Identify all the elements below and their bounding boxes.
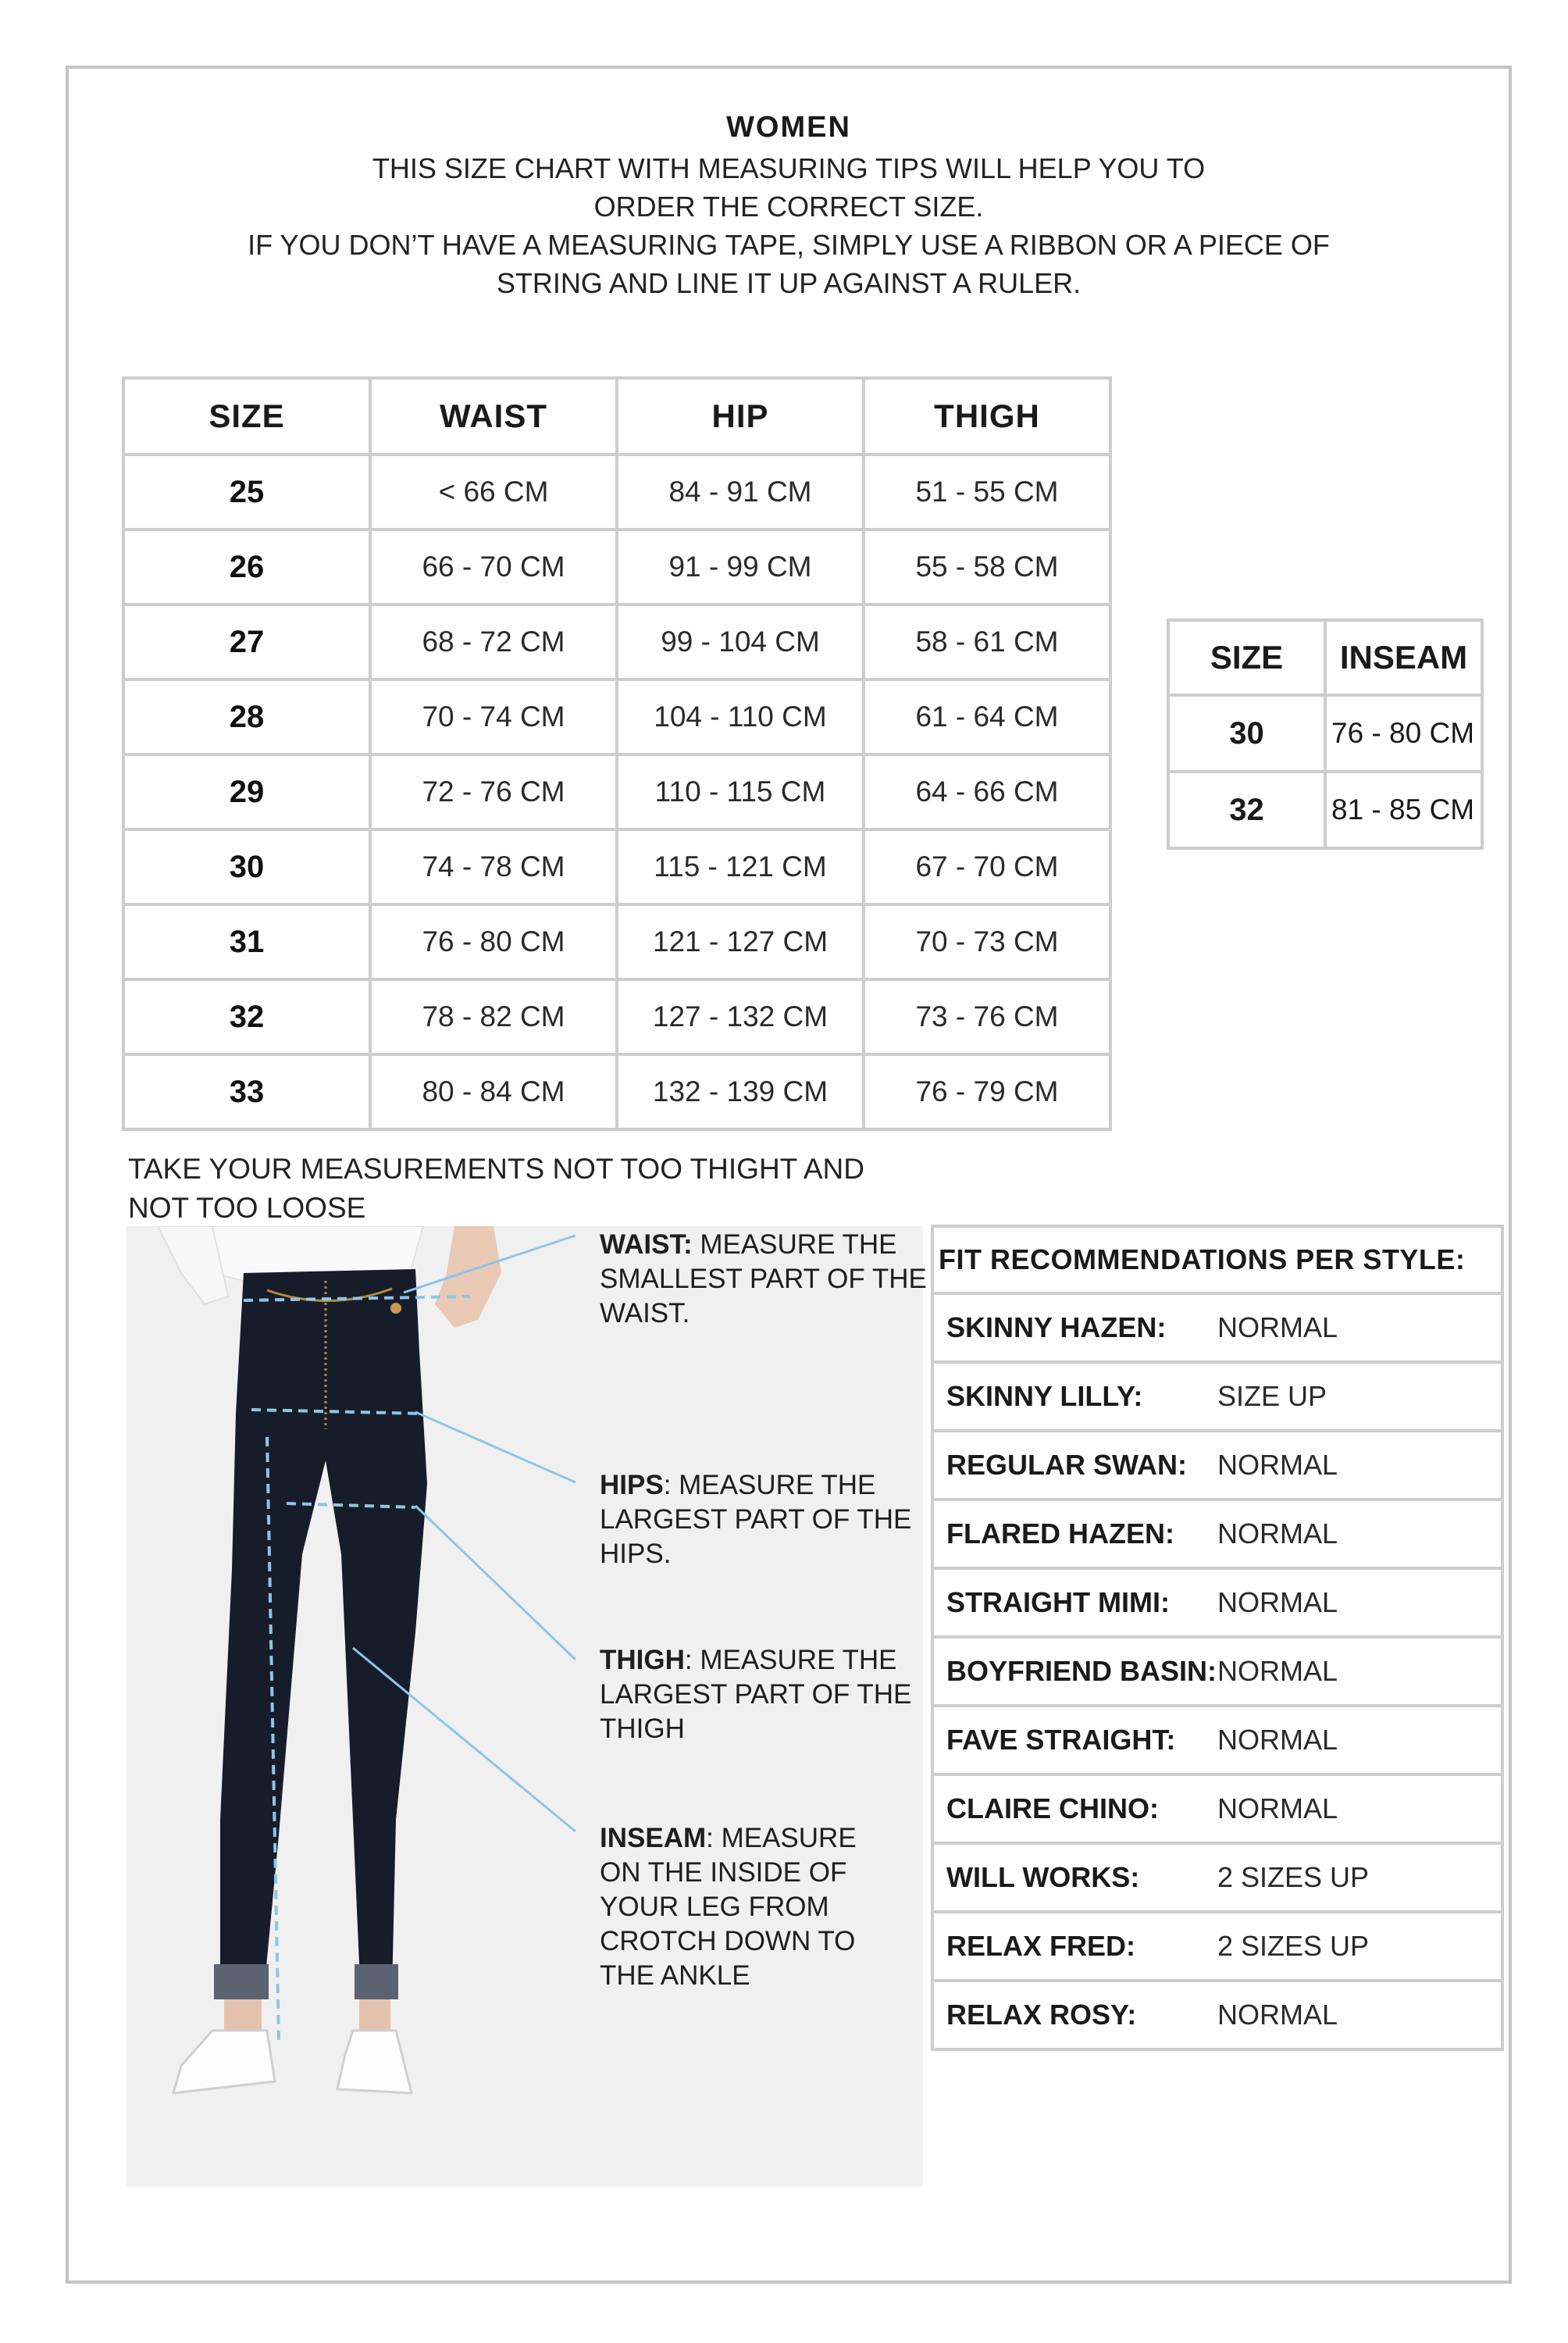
table-row (123, 904, 1110, 979)
thigh-cell: 76 - 79 CM (864, 1054, 1110, 1129)
fit-style: WILL WORKS: (932, 1843, 1217, 1912)
header-hip: HIP (617, 378, 864, 455)
waist-cell: 68 - 72 CM (370, 604, 617, 679)
intro-line: STRING AND LINE IT UP AGAINST A RULER. (496, 267, 1082, 299)
inseam-cell: 76 - 80 CM (1325, 695, 1482, 772)
measure-tip (128, 1150, 971, 1228)
size-cell: 28 (123, 679, 370, 754)
callout-label: WAIST: (600, 1229, 693, 1260)
size-cell: 32 (1168, 772, 1325, 848)
header-waist: WAIST (370, 378, 617, 455)
waist-cell: 76 - 80 CM (370, 904, 617, 979)
table-row (932, 1568, 1502, 1637)
table-row (1168, 772, 1482, 848)
thigh-cell: 51 - 55 CM (864, 455, 1110, 530)
table-row (123, 530, 1110, 604)
table-row (932, 1843, 1502, 1912)
intro-block (66, 111, 1512, 302)
table-row (932, 1637, 1502, 1706)
waist-cell: 74 - 78 CM (370, 829, 617, 904)
fit-recommendation: NORMAL (1217, 1293, 1502, 1362)
inseam-table (1167, 619, 1484, 850)
waist-cell: 72 - 76 CM (370, 754, 617, 829)
fit-recommendation: NORMAL (1217, 1500, 1502, 1568)
header-inseam: INSEAM (1325, 620, 1482, 695)
hips-callout (600, 1468, 928, 1571)
size-cell: 26 (123, 530, 370, 604)
waist-cell: 78 - 82 CM (370, 979, 617, 1054)
size-cell: 30 (1168, 695, 1325, 772)
header-size: SIZE (1168, 620, 1325, 695)
hip-cell: 104 - 110 CM (617, 679, 864, 754)
fit-style: RELAX FRED: (932, 1912, 1217, 1981)
intro-line: THIS SIZE CHART WITH MEASURING TIPS WILL HELP YOU TO (372, 152, 1206, 184)
fit-recommendation: NORMAL (1217, 1774, 1502, 1843)
hip-cell: 84 - 91 CM (617, 455, 864, 530)
callout-label: INSEAM (600, 1823, 707, 1853)
fit-style: SKINNY HAZEN: (932, 1293, 1217, 1362)
table-header-row (1168, 620, 1482, 695)
fit-recommendations-table (931, 1225, 1504, 2051)
table-header-row (932, 1226, 1502, 1293)
callout-label: HIPS (600, 1470, 664, 1500)
table-row (932, 1912, 1502, 1981)
size-cell: 27 (123, 604, 370, 679)
table-row (932, 1500, 1502, 1568)
waist-cell: < 66 CM (370, 455, 617, 530)
table-row (932, 1431, 1502, 1500)
table-row (123, 455, 1110, 530)
hip-cell: 91 - 99 CM (617, 530, 864, 604)
fit-recommendation: NORMAL (1217, 1568, 1502, 1637)
fit-style: CLAIRE CHINO: (932, 1774, 1217, 1843)
measure-tip-line: TAKE YOUR MEASUREMENTS NOT TOO THIGHT AND (128, 1153, 864, 1185)
thigh-cell: 55 - 58 CM (864, 530, 1110, 604)
fit-recommendation: NORMAL (1217, 1981, 1502, 2049)
fit-recommendation: NORMAL (1217, 1637, 1502, 1706)
header-thigh: THIGH (864, 378, 1110, 455)
fit-style: BOYFRIEND BASIN: (932, 1637, 1217, 1706)
table-row (932, 1981, 1502, 2049)
table-row (123, 979, 1110, 1054)
thigh-callout (600, 1643, 928, 1746)
fit-style: RELAX ROSY: (932, 1981, 1217, 2049)
table-header-row (123, 378, 1110, 455)
fit-style: REGULAR SWAN: (932, 1431, 1217, 1500)
fit-style: FLARED HAZEN: (932, 1500, 1217, 1568)
fit-style: STRAIGHT MIMI: (932, 1568, 1217, 1637)
hip-cell: 99 - 104 CM (617, 604, 864, 679)
page-title: WOMEN (726, 111, 851, 144)
callout-label: THIGH (600, 1645, 685, 1675)
size-cell: 32 (123, 979, 370, 1054)
table-row (123, 754, 1110, 829)
waist-callout (600, 1228, 928, 1331)
hip-cell: 127 - 132 CM (617, 979, 864, 1054)
hip-cell: 110 - 115 CM (617, 754, 864, 829)
size-cell: 31 (123, 904, 370, 979)
thigh-cell: 73 - 76 CM (864, 979, 1110, 1054)
thigh-cell: 70 - 73 CM (864, 904, 1110, 979)
inseam-cell: 81 - 85 CM (1325, 772, 1482, 848)
thigh-cell: 67 - 70 CM (864, 829, 1110, 904)
table-row (123, 604, 1110, 679)
fit-recommendation: SIZE UP (1217, 1362, 1502, 1431)
table-row (1168, 695, 1482, 772)
hip-cell: 115 - 121 CM (617, 829, 864, 904)
thigh-cell: 64 - 66 CM (864, 754, 1110, 829)
size-chart-table (122, 376, 1112, 1131)
table-row (123, 829, 1110, 904)
callout-text: : MEASURE THE LARGEST PART OF THE HIPS. (600, 1470, 912, 1569)
header-size: SIZE (123, 378, 370, 455)
table-row (123, 679, 1110, 754)
table-row (932, 1362, 1502, 1431)
fit-style: SKINNY LILLY: (932, 1362, 1217, 1431)
hip-cell: 121 - 127 CM (617, 904, 864, 979)
callout-text: : MEASURE THE LARGEST PART OF THE THIGH (600, 1645, 912, 1744)
size-cell: 30 (123, 829, 370, 904)
table-row (932, 1293, 1502, 1362)
hip-cell: 132 - 139 CM (617, 1054, 864, 1129)
fit-recommendation: NORMAL (1217, 1431, 1502, 1500)
table-row (932, 1706, 1502, 1774)
table-row (932, 1774, 1502, 1843)
intro-line: ORDER THE CORRECT SIZE. (593, 191, 984, 223)
fit-heading: FIT RECOMMENDATIONS PER STYLE: (932, 1226, 1502, 1293)
fit-style: FAVE STRAIGHT: (932, 1706, 1217, 1774)
waist-cell: 66 - 70 CM (370, 530, 617, 604)
thigh-cell: 58 - 61 CM (864, 604, 1110, 679)
fit-recommendation: NORMAL (1217, 1706, 1502, 1774)
measure-tip-line: NOT TOO LOOSE (128, 1192, 366, 1224)
size-cell: 33 (123, 1054, 370, 1129)
thigh-cell: 61 - 64 CM (864, 679, 1110, 754)
fit-recommendation: 2 SIZES UP (1217, 1843, 1502, 1912)
waist-cell: 80 - 84 CM (370, 1054, 617, 1129)
intro-line: IF YOU DON’T HAVE A MEASURING TAPE, SIMPLY USE A RIBBON OR A PIECE OF (248, 229, 1330, 261)
callout-text: MEASURE THE SMALLEST PART OF THE WAIST. (600, 1229, 927, 1328)
callout-text: : MEASURE ON THE INSIDE OF YOUR LEG FROM CROTCH DOWN TO THE ANKLE (600, 1823, 857, 1991)
table-row (123, 1054, 1110, 1129)
size-cell: 29 (123, 754, 370, 829)
size-cell: 25 (123, 455, 370, 530)
waist-cell: 70 - 74 CM (370, 679, 617, 754)
fit-recommendation: 2 SIZES UP (1217, 1912, 1502, 1981)
inseam-callout (600, 1821, 881, 1993)
